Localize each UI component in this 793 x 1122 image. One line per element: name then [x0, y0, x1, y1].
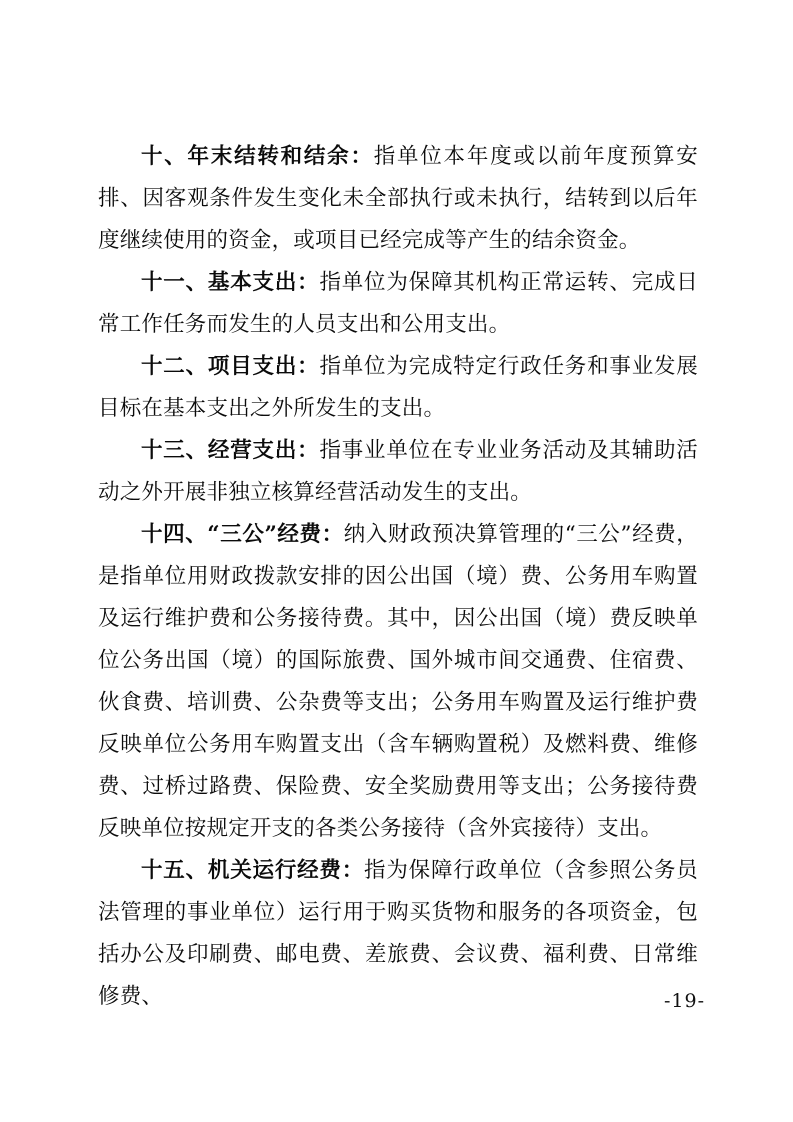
document-body — [98, 136, 698, 1018]
paragraph-10-lead: 十、年末结转和结余： — [141, 144, 374, 169]
paragraph-15 — [98, 850, 698, 1018]
paragraph-14-lead: 十四、“三公”经费： — [141, 522, 344, 547]
paragraph-12-lead: 十二、项目支出： — [141, 354, 320, 379]
paragraph-10-body: 指单位本年度或以前年度预算安排、因客观条件发生变化未全部执行或未执行，结转到以后年度继续使用的资金，或项目已经完成等产生的结余资金。 — [98, 144, 698, 253]
paragraph-13-lead: 十三、经营支出： — [141, 438, 320, 463]
paragraph-14-body: 纳入财政预决算管理的“三公”经费，是指单位用财政拨款安排的因公出国（境）费、公务用车购置及运行维护费和公务接待费。其中，因公出国（境）费反映单位公务出国（境）的国际旅费、国外城市间交通费、住宿费、伙食费、培训费、公杂费等支出；公务用车购置及运行维护费反映单位公务用车购置支出（含车辆购置税）及燃料费、维修费、过桥过路费、保险费、安全奖励费用等支出；公务接待费反映单位按规定开支的各类公务接待（含外宾接待）支出。 — [98, 522, 699, 841]
paragraph-15-body: 指为保障行政单位（含参照公务员法管理的事业单位）运行用于购买货物和服务的各项资金，包括办公及印刷费、邮电费、差旅费、会议费、福利费、日常维修费、 — [98, 858, 698, 1009]
paragraph-11-body: 指单位为保障其机构正常运转、完成日常工作任务而发生的人员支出和公用支出。 — [98, 270, 698, 337]
paragraph-15-lead: 十五、机关运行经费： — [141, 858, 365, 883]
paragraph-12-body: 指单位为完成特定行政任务和事业发展目标在基本支出之外所发生的支出。 — [98, 354, 698, 421]
paragraph-14 — [98, 514, 698, 850]
paragraph-13 — [98, 430, 698, 514]
paragraph-11-lead: 十一、基本支出： — [141, 270, 320, 295]
paragraph-11 — [98, 262, 698, 346]
paragraph-13-body: 指事业单位在专业业务活动及其辅助活动之外开展非独立核算经营活动发生的支出。 — [98, 438, 698, 505]
paragraph-10 — [98, 136, 698, 262]
page-number: -19- — [663, 990, 705, 1012]
paragraph-12 — [98, 346, 698, 430]
